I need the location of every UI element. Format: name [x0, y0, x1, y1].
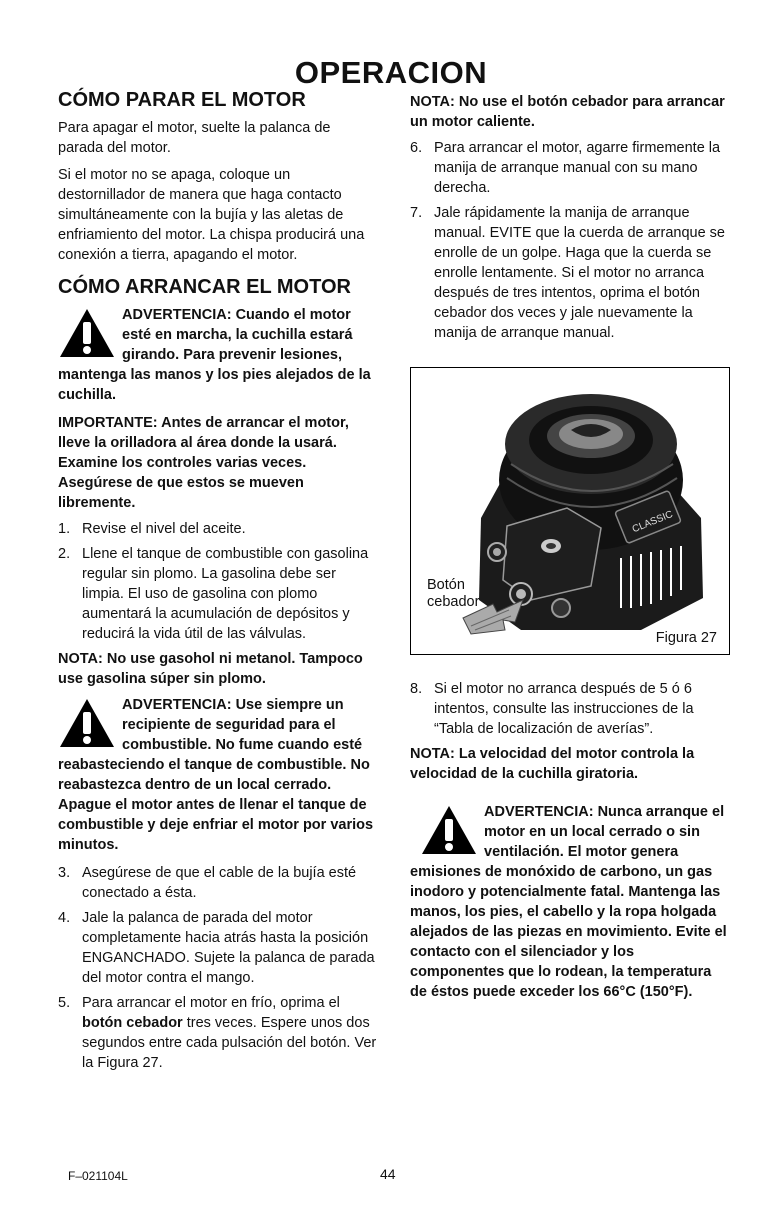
step-text: Para arrancar el motor, agarre firmemente la manija de arranque manual con su mano derecha.	[434, 140, 721, 196]
primer-button-label	[427, 577, 479, 611]
engine-illustration	[411, 368, 729, 654]
engine-brand-text: CLASSIC	[630, 509, 675, 536]
stop-engine-heading: CÓMO PARAR EL MOTOR	[58, 89, 306, 111]
list-item	[58, 544, 378, 644]
step5-post: tres veces. Espere unos dos segundos entre cada pulsación del botón. Ver la Figura 27.	[82, 1015, 377, 1071]
primer-label-line1: Botón	[427, 577, 465, 593]
warning-blade	[58, 305, 378, 405]
step-text: Jale rápidamente la manija de arranque manual. EVITE que la cuerda de arranque se enrolle de un golpe. Haga que la cuerda se enrolle lentamente. Si el motor no arranca después de tres intentos, oprima el botón cebador dos veces y jale nuevamente la manija de arranque manual.	[434, 205, 725, 341]
hot-engine-note: NOTA: No use el botón cebador para arrancar un motor caliente.	[410, 94, 725, 130]
list-item	[410, 679, 732, 739]
left-column	[58, 88, 378, 1078]
start-engine-heading: CÓMO ARRANCAR EL MOTOR	[58, 276, 351, 298]
warning-triangle-icon	[58, 307, 116, 359]
list-item	[410, 203, 732, 343]
page-number: 44	[380, 1166, 396, 1182]
warning-triangle-icon	[58, 697, 116, 749]
step-text: Si el motor no arranca después de 5 ó 6 intentos, consulte las instrucciones de la “Tabla de localización de averías”.	[434, 681, 694, 737]
list-item	[58, 863, 378, 903]
warning-enclosed-text: ADVERTENCIA: Nunca arranque el motor en un local cerrado o sin ventilación. El motor genera emisiones de monóxido de carbono, un gas inodoro y potencialmente fatal. Mantenga las manos, los pies, el cabello y la ropa holgada alejados de las piezas en movimiento. Evite el contacto con el silenciador y los componentes que lo rodean, la temperatura de éstos puede exceder los 66°C (150°F).	[410, 804, 727, 1000]
gasohol-note: NOTA: No use gasohol ni metanol. Tampoco use gasolina súper sin plomo.	[58, 651, 363, 687]
speed-note: NOTA: La velocidad del motor controla la velocidad de la cuchilla giratoria.	[410, 746, 695, 782]
figure-27	[410, 367, 730, 655]
step-number: 4.	[58, 910, 71, 926]
step-number: 8.	[410, 681, 423, 697]
step-number: 2.	[58, 546, 71, 562]
warning-blade-text: ADVERTENCIA: Cuando el motor esté en marcha, la cuchilla estará girando. Para prevenir lesiones, mantenga las manos y los pies alejados de la cuchilla.	[58, 307, 371, 403]
primer-label-line2: cebador	[427, 594, 480, 610]
figure-caption: Figura 27	[655, 630, 717, 646]
right-column	[410, 92, 732, 1010]
list-item	[58, 519, 378, 539]
warning-fuel	[58, 695, 378, 855]
warning-enclosed	[410, 802, 732, 1002]
step-number: 3.	[58, 865, 71, 881]
steps-list-b	[58, 863, 378, 1073]
step-number: 5.	[58, 995, 71, 1011]
step-number: 1.	[58, 521, 71, 537]
step-text: Llene el tanque de combustible con gasolina regular sin plomo. La gasolina debe ser limpia. El uso de gasolina con plomo aumentará la acumulación de depósitos y reducirá la vida útil de las válvulas.	[82, 546, 369, 642]
step-number: 7.	[410, 205, 423, 221]
step5-pre: Para arrancar el motor en frío, oprima el	[82, 995, 340, 1011]
important-note: IMPORTANTE: Antes de arrancar el motor, lleve la orilladora al área donde la usará. Examine los controles varias veces. Asegúrese de que estos se mueven libremente.	[58, 415, 349, 511]
warning-fuel-text: ADVERTENCIA: Use siempre un recipiente de seguridad para el combustible. No fume cuando esté reabasteciendo el tanque de combustible. No reabastezca dentro de un local cerrado. Apague el motor antes de llenar el tanque de combustible y deje enfriar el motor por varios minutos.	[58, 697, 374, 853]
steps-list-c	[410, 138, 732, 343]
list-item	[58, 993, 378, 1073]
step-text: Asegúrese de que el cable de la bujía esté conectado a ésta.	[82, 865, 357, 901]
step-text: Jale la palanca de parada del motor completamente hacia atrás hasta la posición ENGANCHADO. Sujete la palanca de parada del motor contra el mango.	[82, 910, 375, 986]
warning-triangle-icon	[420, 804, 478, 856]
list-item	[410, 138, 732, 198]
page-title: OPERACION	[294, 55, 488, 90]
stop-paragraph-1: Para apagar el motor, suelte la palanca de parada del motor.	[58, 120, 331, 156]
step-text	[82, 995, 376, 1071]
document-code: F–021104L	[68, 1169, 128, 1183]
steps-list-a	[58, 519, 378, 644]
list-item	[58, 908, 378, 988]
step-text: Revise el nivel del aceite.	[82, 521, 246, 537]
step-number: 6.	[410, 140, 423, 156]
primer-button-term: botón cebador	[82, 1015, 183, 1031]
steps-list-d	[410, 679, 732, 739]
stop-paragraph-2: Si el motor no se apaga, coloque un destornillador de manera que haga contacto simultáneamente con la bujía y las aletas de enfriamiento del motor. La chispa producirá una conexión a tierra, apagando el motor.	[58, 167, 365, 263]
